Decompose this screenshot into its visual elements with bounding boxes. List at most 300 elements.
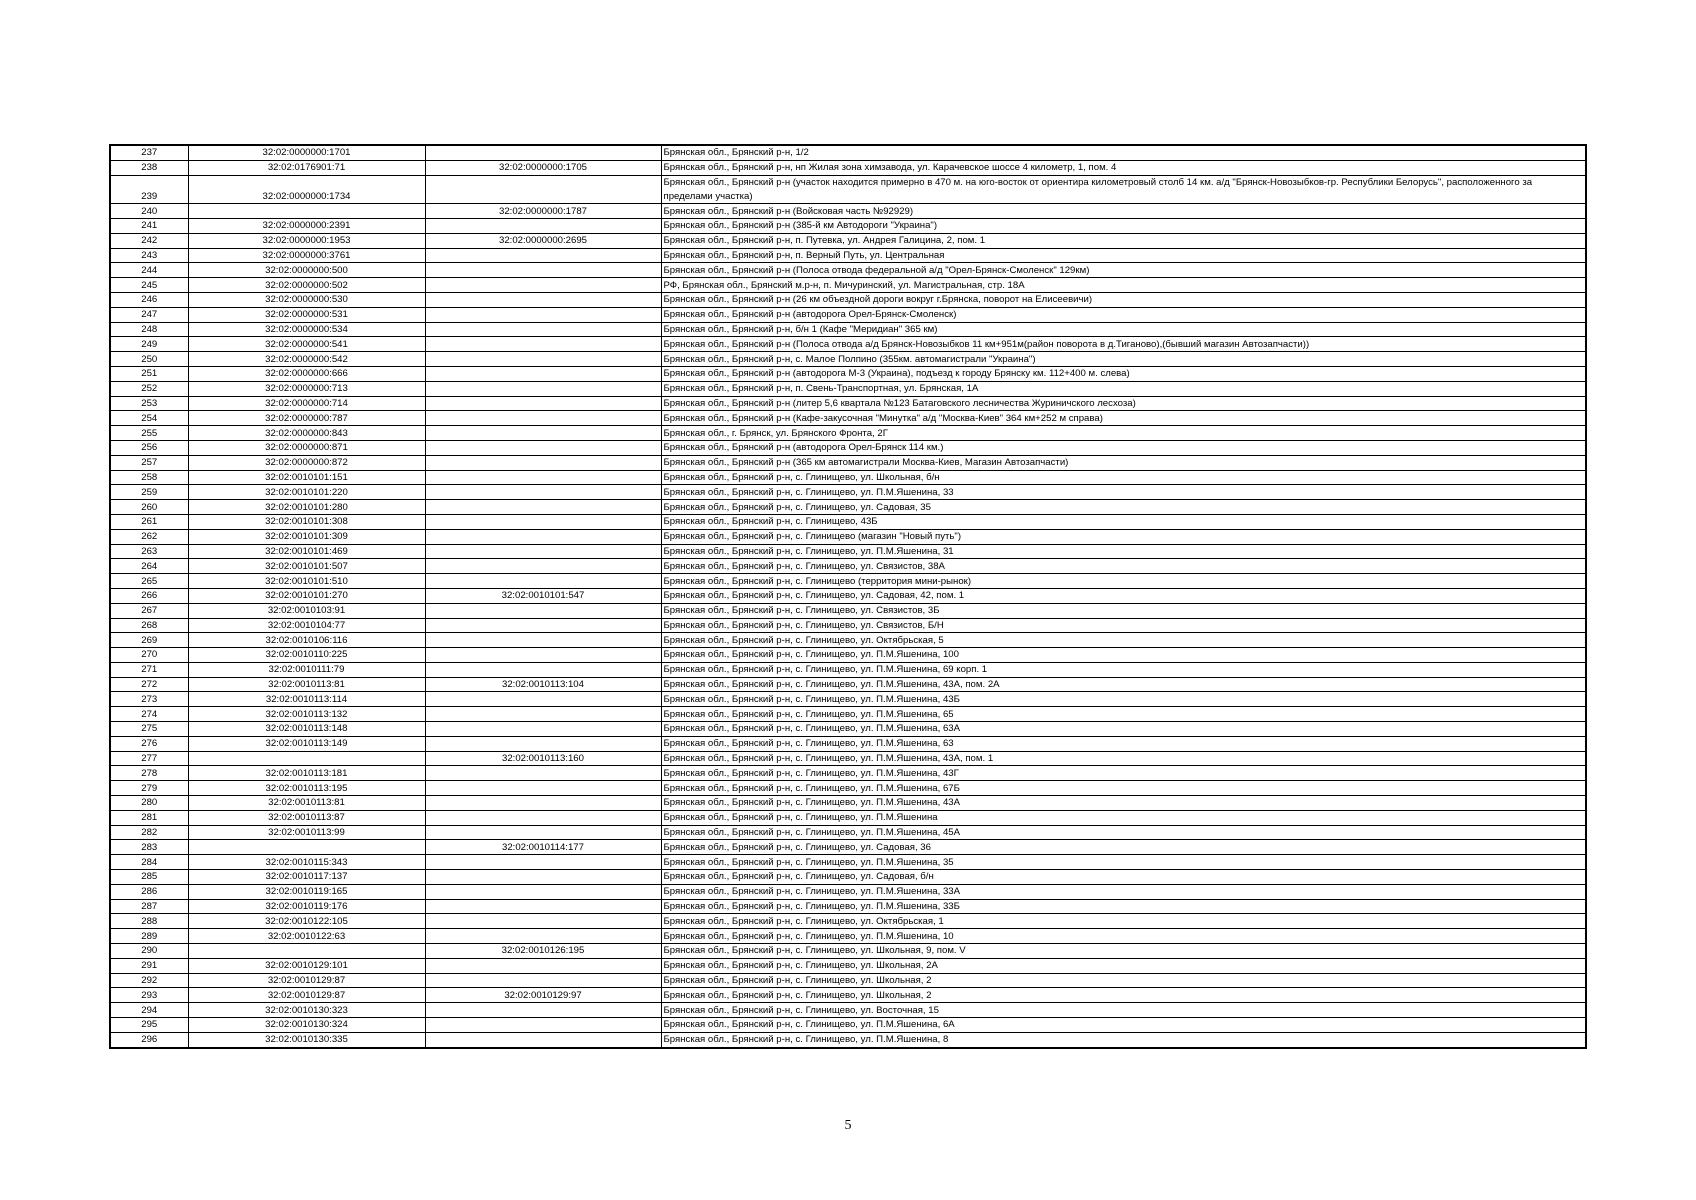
address-cell: Брянская обл., г. Брянск, ул. Брянского Фронта, 2Г [661, 426, 1586, 441]
address-cell: Брянская обл., Брянский р-н, с. Глинищево, ул. Садовая, 36 [661, 840, 1586, 855]
cadastral-number-cell: 32:02:0010101:309 [188, 529, 425, 544]
page-number: 5 [844, 1118, 852, 1133]
cadastral-number-cell: 32:02:0010130:335 [188, 1032, 425, 1047]
related-cadastral-number-cell: 32:02:0010126:195 [425, 944, 661, 959]
cadastral-number-cell: 32:02:0010101:220 [188, 485, 425, 500]
cadastral-number-cell: 32:02:0010115:343 [188, 855, 425, 870]
cadastral-number-cell: 32:02:0000000:1734 [188, 175, 425, 204]
row-number-cell: 272 [110, 677, 188, 692]
address-cell: Брянская обл., Брянский р-н, с. Глинищево, ул. П.М.Яшенина, 43Г [661, 766, 1586, 781]
cadastral-number-cell: 32:02:0010101:510 [188, 574, 425, 589]
address-cell: Брянская обл., Брянский р-н, с. Глинищево, ул. П.М.Яшенина, 43А, пом. 2А [661, 677, 1586, 692]
related-cadastral-number-cell [425, 218, 661, 233]
related-cadastral-number-cell [425, 500, 661, 515]
row-number-cell: 246 [110, 292, 188, 307]
address-cell: Брянская обл., Брянский р-н, с. Глинищево, ул. Школьная, 9, пом. V [661, 944, 1586, 959]
cadastral-number-cell: 32:02:0010113:148 [188, 722, 425, 737]
related-cadastral-number-cell [425, 662, 661, 677]
related-cadastral-number-cell [425, 870, 661, 885]
row-number-cell: 237 [110, 145, 188, 160]
cadastral-number-cell: 32:02:0010101:469 [188, 544, 425, 559]
cadastral-number-cell: 32:02:0000000:3761 [188, 248, 425, 263]
address-cell: Брянская обл., Брянский р-н (автодорога Орел-Брянск-Смоленск) [661, 307, 1586, 322]
row-number-cell: 242 [110, 233, 188, 248]
related-cadastral-number-cell [425, 307, 661, 322]
table-row [110, 544, 1586, 559]
table-row [110, 514, 1586, 529]
address-cell: Брянская обл., Брянский р-н, с. Глинищево, ул. П.М.Яшенина, 33Б [661, 899, 1586, 914]
row-number-cell: 254 [110, 411, 188, 426]
table-row [110, 160, 1586, 175]
address-cell: Брянская обл., Брянский р-н, нп Жилая зона химзавода, ул. Карачевское шоссе 4 километр, 1, пом. 4 [661, 160, 1586, 175]
table-row [110, 751, 1586, 766]
row-number-cell: 248 [110, 322, 188, 337]
address-cell: Брянская обл., Брянский р-н, с. Глинищево, ул. П.М.Яшенина, 45А [661, 825, 1586, 840]
table-row [110, 914, 1586, 929]
related-cadastral-number-cell: 32:02:0010114:177 [425, 840, 661, 855]
table-row [110, 233, 1586, 248]
row-number-cell: 258 [110, 470, 188, 485]
address-cell: Брянская обл., Брянский р-н, с. Глинищево, ул. Школьная, б/н [661, 470, 1586, 485]
cadastral-number-cell: 32:02:0000000:872 [188, 455, 425, 470]
row-number-cell: 284 [110, 855, 188, 870]
row-number-cell: 266 [110, 588, 188, 603]
row-number-cell: 287 [110, 899, 188, 914]
row-number-cell: 290 [110, 944, 188, 959]
table-row [110, 455, 1586, 470]
cadastral-number-cell: 32:02:0010101:280 [188, 500, 425, 515]
related-cadastral-number-cell [425, 352, 661, 367]
table-row [110, 218, 1586, 233]
row-number-cell: 268 [110, 618, 188, 633]
cadastral-number-cell [188, 944, 425, 959]
table-row [110, 204, 1586, 219]
row-number-cell: 282 [110, 825, 188, 840]
table-row [110, 411, 1586, 426]
cadastral-number-cell: 32:02:0000000:666 [188, 366, 425, 381]
row-number-cell: 261 [110, 514, 188, 529]
table-row [110, 722, 1586, 737]
related-cadastral-number-cell: 32:02:0000000:1705 [425, 160, 661, 175]
address-cell: Брянская обл., Брянский р-н, с. Глинищево, ул. П.М.Яшенина, 35 [661, 855, 1586, 870]
related-cadastral-number-cell [425, 263, 661, 278]
related-cadastral-number-cell: 32:02:0010113:104 [425, 677, 661, 692]
row-number-cell: 278 [110, 766, 188, 781]
cadastral-number-cell: 32:02:0000000:531 [188, 307, 425, 322]
related-cadastral-number-cell [425, 574, 661, 589]
cadastral-number-cell: 32:02:0010101:308 [188, 514, 425, 529]
cadastral-number-cell: 32:02:0010122:63 [188, 929, 425, 944]
related-cadastral-number-cell [425, 618, 661, 633]
cadastral-number-cell: 32:02:0000000:500 [188, 263, 425, 278]
related-cadastral-number-cell: 32:02:0010129:97 [425, 988, 661, 1003]
cadastral-number-cell: 32:02:0000000:713 [188, 381, 425, 396]
row-number-cell: 252 [110, 381, 188, 396]
cadastral-number-cell: 32:02:0010129:87 [188, 973, 425, 988]
cadastral-number-cell: 32:02:0010113:149 [188, 736, 425, 751]
cadastral-number-cell: 32:02:0010101:507 [188, 559, 425, 574]
row-number-cell: 295 [110, 1018, 188, 1033]
related-cadastral-number-cell: 32:02:0000000:1787 [425, 204, 661, 219]
related-cadastral-number-cell [425, 736, 661, 751]
row-number-cell: 251 [110, 366, 188, 381]
row-number-cell: 269 [110, 633, 188, 648]
related-cadastral-number-cell [425, 426, 661, 441]
row-number-cell: 275 [110, 722, 188, 737]
table-row [110, 929, 1586, 944]
cadastral-number-cell: 32:02:0010119:165 [188, 884, 425, 899]
cadastral-number-cell [188, 840, 425, 855]
row-number-cell: 265 [110, 574, 188, 589]
table-row [110, 736, 1586, 751]
cadastral-number-cell: 32:02:0010129:101 [188, 958, 425, 973]
row-number-cell: 257 [110, 455, 188, 470]
row-number-cell: 263 [110, 544, 188, 559]
related-cadastral-number-cell [425, 1018, 661, 1033]
row-number-cell: 292 [110, 973, 188, 988]
address-cell: Брянская обл., Брянский р-н (385-й км Автодороги "Украина") [661, 218, 1586, 233]
address-cell: Брянская обл., Брянский р-н, с. Глинищево, ул. П.М.Яшенина, 31 [661, 544, 1586, 559]
related-cadastral-number-cell [425, 514, 661, 529]
cadastral-number-cell: 32:02:0010103:91 [188, 603, 425, 618]
address-cell: Брянская обл., Брянский р-н, с. Глинищево, ул. Садовая, б/н [661, 870, 1586, 885]
row-number-cell: 249 [110, 337, 188, 352]
cadastral-number-cell: 32:02:0000000:2391 [188, 218, 425, 233]
related-cadastral-number-cell [425, 529, 661, 544]
related-cadastral-number-cell [425, 175, 661, 204]
cadastral-number-cell: 32:02:0010119:176 [188, 899, 425, 914]
table-row [110, 248, 1586, 263]
address-cell: Брянская обл., Брянский р-н (Войсковая часть №92929) [661, 204, 1586, 219]
cadastral-number-cell [188, 204, 425, 219]
row-number-cell: 247 [110, 307, 188, 322]
row-number-cell: 291 [110, 958, 188, 973]
related-cadastral-number-cell [425, 929, 661, 944]
cadastral-number-cell: 32:02:0010106:116 [188, 633, 425, 648]
cadastral-number-cell: 32:02:0000000:714 [188, 396, 425, 411]
cadastral-number-cell: 32:02:0010130:324 [188, 1018, 425, 1033]
address-cell: Брянская обл., Брянский р-н, с. Глинищево, ул. Связистов, Б/Н [661, 618, 1586, 633]
related-cadastral-number-cell: 32:02:0000000:2695 [425, 233, 661, 248]
cadastral-number-cell: 32:02:0000000:871 [188, 440, 425, 455]
related-cadastral-number-cell [425, 648, 661, 663]
row-number-cell: 256 [110, 440, 188, 455]
related-cadastral-number-cell: 32:02:0010101:547 [425, 588, 661, 603]
table-row [110, 381, 1586, 396]
row-number-cell: 241 [110, 218, 188, 233]
address-cell: Брянская обл., Брянский р-н, с. Глинищево, ул. Школьная, 2 [661, 973, 1586, 988]
address-cell: Брянская обл., Брянский р-н, с. Глинищево, ул. П.М.Яшенина, 43А [661, 796, 1586, 811]
row-number-cell: 273 [110, 692, 188, 707]
cadastral-number-cell: 32:02:0000000:502 [188, 278, 425, 293]
related-cadastral-number-cell [425, 899, 661, 914]
address-cell: Брянская обл., Брянский р-н, с. Глинищево, ул. П.М.Яшенина, 63 [661, 736, 1586, 751]
table-row [110, 884, 1586, 899]
related-cadastral-number-cell [425, 766, 661, 781]
table-row [110, 870, 1586, 885]
cadastral-number-cell: 32:02:0010113:81 [188, 796, 425, 811]
row-number-cell: 283 [110, 840, 188, 855]
cadastral-number-cell: 32:02:0000000:530 [188, 292, 425, 307]
address-cell: Брянская обл., Брянский р-н, с. Глинищево, ул. П.М.Яшенина, 100 [661, 648, 1586, 663]
table-row [110, 633, 1586, 648]
row-number-cell: 294 [110, 1003, 188, 1018]
table-row [110, 677, 1586, 692]
address-cell: Брянская обл., Брянский р-н, с. Глинищево, ул. П.М.Яшенина, 69 корп. 1 [661, 662, 1586, 677]
address-cell: Брянская обл., Брянский р-н, с. Глинищево (магазин "Новый путь") [661, 529, 1586, 544]
cadastral-number-cell: 32:02:0010113:181 [188, 766, 425, 781]
table-row [110, 588, 1586, 603]
register-table-body [110, 145, 1586, 1048]
row-number-cell: 253 [110, 396, 188, 411]
address-cell: Брянская обл., Брянский р-н, с. Глинищево, ул. П.М.Яшенина [661, 810, 1586, 825]
address-cell: Брянская обл., Брянский р-н, с. Глинищево, ул. П.М.Яшенина, 33А [661, 884, 1586, 899]
row-number-cell: 277 [110, 751, 188, 766]
cadastral-number-cell: 32:02:0010113:99 [188, 825, 425, 840]
table-row [110, 796, 1586, 811]
row-number-cell: 271 [110, 662, 188, 677]
row-number-cell: 243 [110, 248, 188, 263]
address-cell: Брянская обл., Брянский р-н (365 км автомагистрали Москва-Киев, Магазин Автозапчасти) [661, 455, 1586, 470]
related-cadastral-number-cell [425, 248, 661, 263]
table-row [110, 707, 1586, 722]
address-cell: Брянская обл., Брянский р-н, с. Глинищево, ул. Октябрьская, 5 [661, 633, 1586, 648]
related-cadastral-number-cell [425, 396, 661, 411]
table-row [110, 145, 1586, 160]
related-cadastral-number-cell [425, 322, 661, 337]
row-number-cell: 274 [110, 707, 188, 722]
address-cell: Брянская обл., Брянский р-н, с. Глинищево, ул. Восточная, 15 [661, 1003, 1586, 1018]
related-cadastral-number-cell [425, 411, 661, 426]
table-row [110, 322, 1586, 337]
address-cell: Брянская обл., Брянский р-н, с. Глинищево, ул. П.М.Яшенина, 43Б [661, 692, 1586, 707]
address-cell: Брянская обл., Брянский р-н (Полоса отвода а/д Брянск-Новозыбков 11 км+951м(район поворота в д.Тиганово),(бывший магазин Автозапчасти)) [661, 337, 1586, 352]
related-cadastral-number-cell [425, 633, 661, 648]
cadastral-number-cell: 32:02:0010122:105 [188, 914, 425, 929]
address-cell: Брянская обл., Брянский р-н, с. Малое Полпино (355км. автомагистрали "Украина") [661, 352, 1586, 367]
row-number-cell: 255 [110, 426, 188, 441]
cadastral-number-cell: 32:02:0010113:87 [188, 810, 425, 825]
cadastral-number-cell: 32:02:0000000:787 [188, 411, 425, 426]
cadastral-number-cell: 32:02:0010104:77 [188, 618, 425, 633]
address-cell: Брянская обл., Брянский р-н, с. Глинищево, ул. Октябрьская, 1 [661, 914, 1586, 929]
row-number-cell: 260 [110, 500, 188, 515]
address-cell: Брянская обл., Брянский р-н (автодорога М-3 (Украина), подъезд к городу Брянску км. 112+400 м. слева) [661, 366, 1586, 381]
related-cadastral-number-cell [425, 278, 661, 293]
table-row [110, 662, 1586, 677]
table-row [110, 500, 1586, 515]
address-cell: Брянская обл., Брянский р-н, п. Путевка, ул. Андрея Галицина, 2, пом. 1 [661, 233, 1586, 248]
table-row [110, 1018, 1586, 1033]
table-row [110, 1003, 1586, 1018]
table-row [110, 529, 1586, 544]
table-row [110, 574, 1586, 589]
table-row [110, 440, 1586, 455]
table-row [110, 278, 1586, 293]
table-row [110, 426, 1586, 441]
cadastral-number-cell: 32:02:0000000:541 [188, 337, 425, 352]
table-row [110, 810, 1586, 825]
address-cell: Брянская обл., Брянский р-н, с. Глинищево, ул. П.М.Яшенина, 8 [661, 1032, 1586, 1047]
cadastral-number-cell: 32:02:0010113:195 [188, 781, 425, 796]
table-row [110, 292, 1586, 307]
cadastral-number-cell: 32:02:0000000:843 [188, 426, 425, 441]
table-row [110, 603, 1586, 618]
address-cell: Брянская обл., Брянский р-н, с. Глинищево, ул. П.М.Яшенина, 43А, пом. 1 [661, 751, 1586, 766]
row-number-cell: 264 [110, 559, 188, 574]
address-cell: Брянская обл., Брянский р-н, с. Глинищево, ул. Садовая, 35 [661, 500, 1586, 515]
row-number-cell: 280 [110, 796, 188, 811]
related-cadastral-number-cell [425, 559, 661, 574]
table-row [110, 899, 1586, 914]
row-number-cell: 286 [110, 884, 188, 899]
related-cadastral-number-cell [425, 1003, 661, 1018]
row-number-cell: 285 [110, 870, 188, 885]
address-cell: РФ, Брянская обл., Брянский м.р-н, п. Мичуринский, ул. Магистральная, стр. 18А [661, 278, 1586, 293]
address-cell: Брянская обл., Брянский р-н, с. Глинищево, ул. П.М.Яшенина, 10 [661, 929, 1586, 944]
table-row [110, 396, 1586, 411]
row-number-cell: 238 [110, 160, 188, 175]
related-cadastral-number-cell [425, 337, 661, 352]
address-cell: Брянская обл., Брянский р-н (26 км объездной дороги вокруг г.Брянска, поворот на Елисеевичи) [661, 292, 1586, 307]
address-cell: Брянская обл., Брянский р-н (литер 5,6 квартала №123 Батаговского лесничества Журиничского лесхоза) [661, 396, 1586, 411]
cadastral-number-cell: 32:02:0010117:137 [188, 870, 425, 885]
address-cell: Брянская обл., Брянский р-н, с. Глинищево, ул. П.М.Яшенина, 65 [661, 707, 1586, 722]
row-number-cell: 281 [110, 810, 188, 825]
table-row [110, 766, 1586, 781]
address-cell: Брянская обл., Брянский р-н, 1/2 [661, 145, 1586, 160]
table-row [110, 825, 1586, 840]
table-row [110, 307, 1586, 322]
related-cadastral-number-cell [425, 884, 661, 899]
table-row [110, 988, 1586, 1003]
related-cadastral-number-cell [425, 381, 661, 396]
address-cell: Брянская обл., Брянский р-н, с. Глинищево, ул. Школьная, 2А [661, 958, 1586, 973]
row-number-cell: 270 [110, 648, 188, 663]
address-cell: Брянская обл., Брянский р-н, с. Глинищево, 43Б [661, 514, 1586, 529]
row-number-cell: 250 [110, 352, 188, 367]
row-number-cell: 239 [110, 175, 188, 204]
row-number-cell: 259 [110, 485, 188, 500]
table-row [110, 618, 1586, 633]
table-row [110, 366, 1586, 381]
address-cell: Брянская обл., Брянский р-н, с. Глинищево, ул. П.М.Яшенина, 6А [661, 1018, 1586, 1033]
related-cadastral-number-cell [425, 707, 661, 722]
cadastral-number-cell: 32:02:0010130:323 [188, 1003, 425, 1018]
table-row [110, 692, 1586, 707]
related-cadastral-number-cell [425, 1032, 661, 1047]
related-cadastral-number-cell [425, 544, 661, 559]
cadastral-number-cell: 32:02:0176901:71 [188, 160, 425, 175]
related-cadastral-number-cell [425, 455, 661, 470]
related-cadastral-number-cell [425, 722, 661, 737]
cadastral-number-cell: 32:02:0000000:534 [188, 322, 425, 337]
row-number-cell: 267 [110, 603, 188, 618]
row-number-cell: 245 [110, 278, 188, 293]
related-cadastral-number-cell [425, 366, 661, 381]
address-cell: Брянская обл., Брянский р-н, с. Глинищево, ул. П.М.Яшенина, 67Б [661, 781, 1586, 796]
address-cell: Брянская обл., Брянский р-н, б/н 1 (Кафе "Меридиан" 365 км) [661, 322, 1586, 337]
table-row [110, 175, 1586, 204]
table-row [110, 470, 1586, 485]
table-row [110, 944, 1586, 959]
table-row [110, 1032, 1586, 1047]
row-number-cell: 244 [110, 263, 188, 278]
address-cell: Брянская обл., Брянский р-н, п. Свень-Транспортная, ул. Брянская, 1А [661, 381, 1586, 396]
cadastral-number-cell: 32:02:0010113:132 [188, 707, 425, 722]
cadastral-number-cell: 32:02:0010110:225 [188, 648, 425, 663]
related-cadastral-number-cell [425, 470, 661, 485]
cadastral-number-cell: 32:02:0010101:270 [188, 588, 425, 603]
table-row [110, 559, 1586, 574]
related-cadastral-number-cell [425, 914, 661, 929]
cadastral-number-cell [188, 751, 425, 766]
cadastral-number-cell: 32:02:0000000:1953 [188, 233, 425, 248]
address-cell: Брянская обл., Брянский р-н, с. Глинищево, ул. Связистов, 3Б [661, 603, 1586, 618]
related-cadastral-number-cell [425, 855, 661, 870]
row-number-cell: 293 [110, 988, 188, 1003]
row-number-cell: 262 [110, 529, 188, 544]
cadastral-number-cell: 32:02:0010111:79 [188, 662, 425, 677]
table-row [110, 352, 1586, 367]
related-cadastral-number-cell [425, 781, 661, 796]
register-table [109, 144, 1587, 1049]
related-cadastral-number-cell: 32:02:0010113:160 [425, 751, 661, 766]
related-cadastral-number-cell [425, 145, 661, 160]
table-row [110, 263, 1586, 278]
table-row [110, 781, 1586, 796]
address-cell: Брянская обл., Брянский р-н, п. Верный Путь, ул. Центральная [661, 248, 1586, 263]
cadastral-number-cell: 32:02:0010113:114 [188, 692, 425, 707]
row-number-cell: 279 [110, 781, 188, 796]
address-cell: Брянская обл., Брянский р-н, с. Глинищево, ул. Школьная, 2 [661, 988, 1586, 1003]
related-cadastral-number-cell [425, 692, 661, 707]
row-number-cell: 240 [110, 204, 188, 219]
row-number-cell: 289 [110, 929, 188, 944]
related-cadastral-number-cell [425, 440, 661, 455]
table-row [110, 648, 1586, 663]
row-number-cell: 288 [110, 914, 188, 929]
row-number-cell: 296 [110, 1032, 188, 1047]
table-row [110, 973, 1586, 988]
address-cell: Брянская обл., Брянский р-н (Полоса отвода федеральной а/д "Орел-Брянск-Смоленск" 129км) [661, 263, 1586, 278]
cadastral-number-cell: 32:02:0010129:87 [188, 988, 425, 1003]
address-cell: Брянская обл., Брянский р-н, с. Глинищево, ул. П.М.Яшенина, 33 [661, 485, 1586, 500]
cadastral-number-cell: 32:02:0010101:151 [188, 470, 425, 485]
table-row [110, 958, 1586, 973]
related-cadastral-number-cell [425, 796, 661, 811]
related-cadastral-number-cell [425, 825, 661, 840]
related-cadastral-number-cell [425, 958, 661, 973]
table-row [110, 855, 1586, 870]
address-cell: Брянская обл., Брянский р-н (Кафе-закусочная "Минутка" а/д "Москва-Киев" 364 км+252 м справа) [661, 411, 1586, 426]
address-cell: Брянская обл., Брянский р-н, с. Глинищево, ул. Связистов, 38А [661, 559, 1586, 574]
table-row [110, 485, 1586, 500]
table-row [110, 840, 1586, 855]
cadastral-number-cell: 32:02:0000000:1701 [188, 145, 425, 160]
row-number-cell: 276 [110, 736, 188, 751]
address-cell: Брянская обл., Брянский р-н (участок находится примерно в 470 м. на юго-восток от ориентира километровый столб 14 км. а/д "Брянск-Новозыбков-гр. Республики Белорусь", расположенного за пределами участка) [661, 175, 1586, 204]
related-cadastral-number-cell [425, 973, 661, 988]
address-cell: Брянская обл., Брянский р-н, с. Глинищево (территория мини-рынок) [661, 574, 1586, 589]
cadastral-number-cell: 32:02:0000000:542 [188, 352, 425, 367]
related-cadastral-number-cell [425, 603, 661, 618]
related-cadastral-number-cell [425, 485, 661, 500]
cadastral-number-cell: 32:02:0010113:81 [188, 677, 425, 692]
address-cell: Брянская обл., Брянский р-н (автодорога Орел-Брянск 114 км.) [661, 440, 1586, 455]
address-cell: Брянская обл., Брянский р-н, с. Глинищево, ул. П.М.Яшенина, 63А [661, 722, 1586, 737]
related-cadastral-number-cell [425, 292, 661, 307]
